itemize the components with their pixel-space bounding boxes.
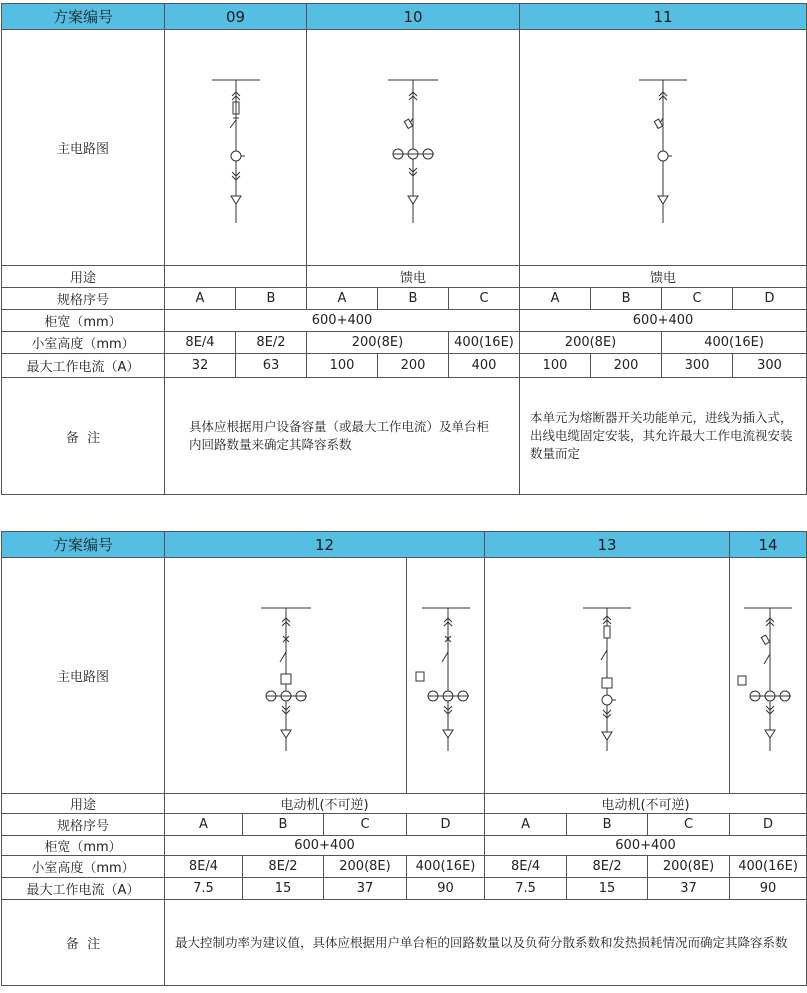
current-cell: 100 [520,354,591,378]
circuit-diagram-12 [165,558,407,794]
scheme-12: 12 [165,532,485,558]
scheme-13: 13 [485,532,730,558]
circuit-10-icon [368,68,458,228]
spec-cell: A [165,814,243,836]
spec-cell: B [243,814,324,836]
width-label: 柜宽（mm） [2,310,165,332]
height-cell: 200(8E) [307,332,449,354]
width-left: 600+400 [165,310,520,332]
circuit-09-icon [196,68,276,228]
remark-left: 具体应根据用户设备容量（或最大工作电流）及单台柜内回路数量来确定其降容系数 [165,378,520,495]
height-cell: 400(16E) [662,332,807,354]
circuit-diagram-11 [520,30,807,266]
usage-11: 馈电 [520,266,807,288]
circuit-12-icon [241,596,331,756]
current-cell: 90 [407,878,485,900]
current-cell: 90 [730,878,807,900]
usage-10: 馈电 [307,266,520,288]
spec-cell: B [378,288,449,310]
current-cell: 300 [662,354,733,378]
main-circuit-label: 主电路图 [2,558,165,794]
current-cell: 200 [378,354,449,378]
spec-cell: B [567,814,648,836]
circuit-diagram-09 [165,30,307,266]
circuit-diagram-10 [307,30,520,266]
spec-label: 规格序号 [2,288,165,310]
height-cell: 200(8E) [520,332,662,354]
circuit-13-icon [567,596,647,756]
circuit-diagram-13 [485,558,730,794]
height-cell: 400(16E) [449,332,520,354]
usage-12: 电动机(不可逆) [165,794,485,814]
height-cell: 8E/2 [236,332,307,354]
spec-cell: D [730,814,807,836]
usage-09 [165,266,307,288]
scheme-number-label: 方案编号 [2,532,165,558]
spec-cell: C [648,814,730,836]
circuit-diagram-12d [407,558,485,794]
circuit-11-icon [623,68,703,228]
current-cell: 37 [324,878,407,900]
scheme-table-12-14 [1,531,807,986]
spec-cell: A [307,288,378,310]
current-cell: 7.5 [165,878,243,900]
current-cell: 37 [648,878,730,900]
remark-right: 本单元为熔断器开关功能单元，进线为插入式，出线电缆固定安装，其允许最大工作电流视安装数量而定 [520,378,807,495]
height-cell: 200(8E) [324,856,407,878]
spec-cell: B [591,288,662,310]
spec-cell: D [407,814,485,836]
spec-cell: C [449,288,520,310]
remark-label: 备 注 [2,378,165,495]
current-cell: 15 [567,878,648,900]
current-cell: 32 [165,354,236,378]
scheme-10: 10 [307,4,520,30]
height-cell: 8E/4 [485,856,567,878]
usage-label: 用途 [2,266,165,288]
width-right: 600+400 [520,310,807,332]
spec-cell: A [165,288,236,310]
current-cell: 15 [243,878,324,900]
height-cell: 8E/4 [165,856,243,878]
height-label: 小室高度（mm） [2,332,165,354]
spec-cell: D [733,288,807,310]
current-cell: 7.5 [485,878,567,900]
remark-text: 最大控制功率为建议值，具体应根据用户单台柜的回路数量以及负荷分散系数和发热损耗情况而确定其降容系数 [165,900,807,986]
current-label: 最大工作电流（A） [2,354,165,378]
width-label: 柜宽（mm） [2,836,165,856]
main-circuit-label: 主电路图 [2,30,165,266]
scheme-09: 09 [165,4,307,30]
spec-cell: A [485,814,567,836]
spec-cell: C [662,288,733,310]
height-cell: 8E/2 [567,856,648,878]
height-cell: 8E/2 [243,856,324,878]
spec-label: 规格序号 [2,814,165,836]
current-label: 最大工作电流（A） [2,878,165,900]
spec-cell: C [324,814,407,836]
scheme-14: 14 [730,532,807,558]
height-cell: 200(8E) [648,856,730,878]
width-right: 600+400 [485,836,807,856]
usage-label: 用途 [2,794,165,814]
current-cell: 400 [449,354,520,378]
scheme-number-label: 方案编号 [2,4,165,30]
circuit-14-icon [730,596,806,756]
height-cell: 400(16E) [407,856,485,878]
circuit-diagram-14 [730,558,807,794]
current-cell: 200 [591,354,662,378]
spec-cell: B [236,288,307,310]
remark-label: 备 注 [2,900,165,986]
scheme-table-09-11 [1,3,807,495]
current-cell: 300 [733,354,807,378]
current-cell: 100 [307,354,378,378]
usage-13-14: 电动机(不可逆) [485,794,807,814]
height-label: 小室高度（mm） [2,856,165,878]
height-cell: 400(16E) [730,856,807,878]
height-cell: 8E/4 [165,332,236,354]
circuit-12d-icon [408,596,484,756]
current-cell: 63 [236,354,307,378]
width-left: 600+400 [165,836,485,856]
spec-cell: A [520,288,591,310]
scheme-11: 11 [520,4,807,30]
